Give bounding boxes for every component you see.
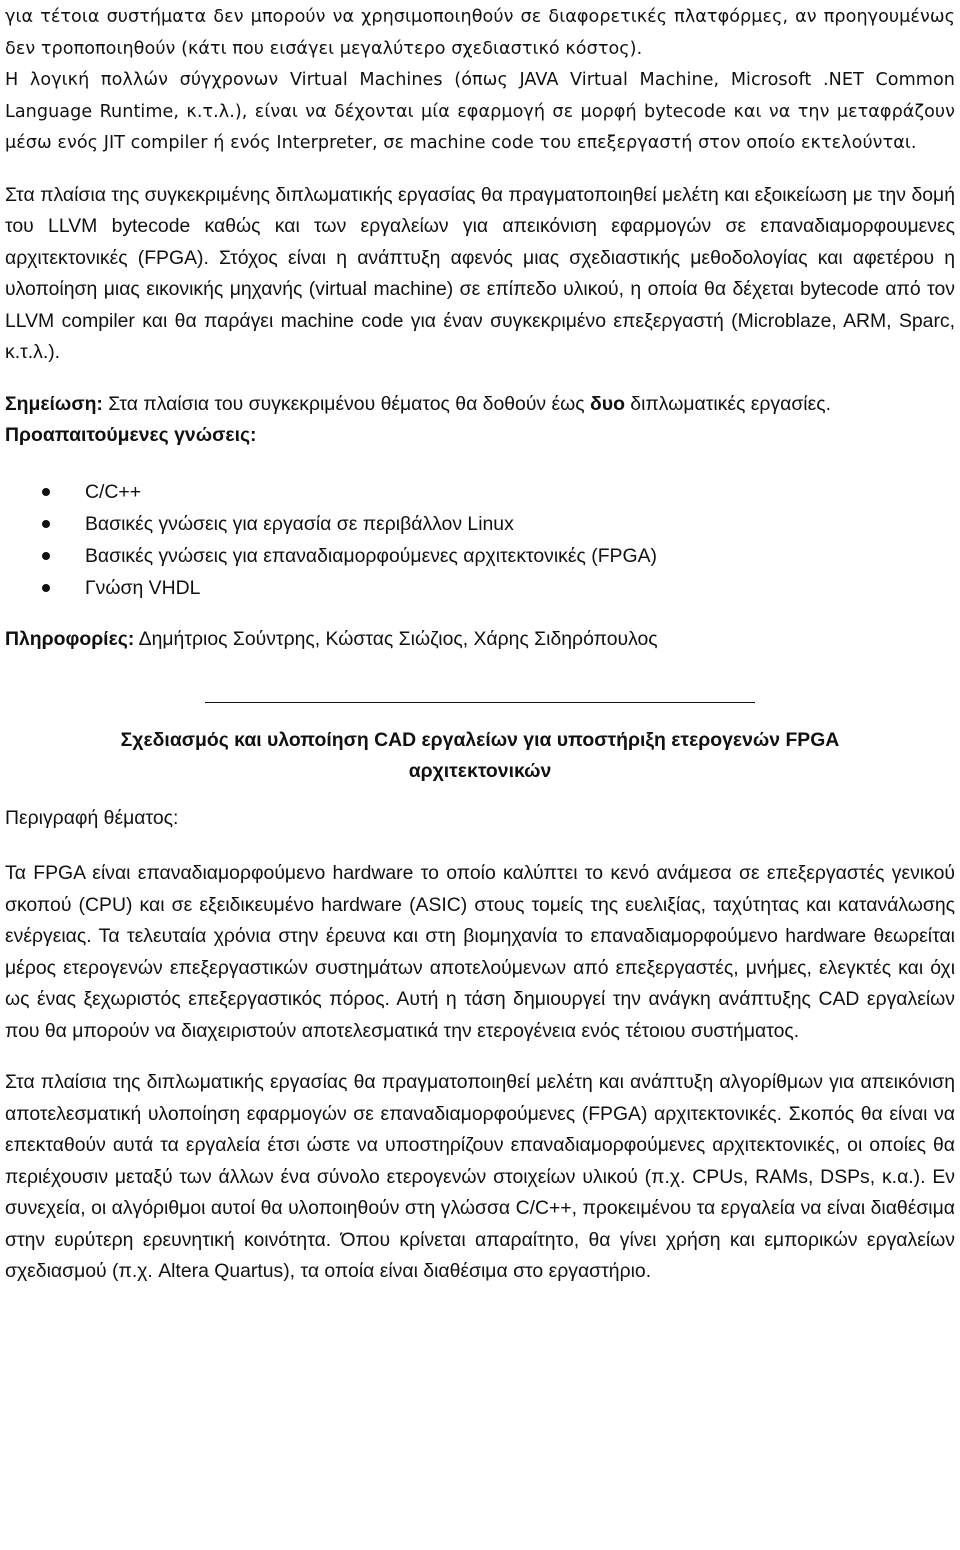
- list-item: [5, 572, 955, 604]
- section-title-line1: Σχεδιασμός και υλοποίηση CAD εργαλείων για υποστήριξη ετερογενών FPGA: [120, 728, 840, 751]
- note-text-a: Στα πλαίσια του συγκεκριμένου θέματος θα δοθούν έως: [102, 392, 591, 415]
- thesis-description-paragraph: Στα πλαίσια της συγκεκριμένης διπλωματικής εργασίας θα πραγματοποιηθεί μελέτη και εξοικείωση με την δομή του LLVM bytecode καθώς και των εργαλείων για απεικόνιση εφαρμογών σε επαναδιαμορφουμενες αρχιτεκτονικές (FPGA). Στόχος είναι η ανάπτυξη αφενός μιας σχεδιαστικής μεθοδολογίας και αφετέρου η υλοποίηση μιας εικονικής μηχανής (virtual machine) σε επίπεδο υλικού, η οποία θα δέχεται bytecode από τον LLVM compiler και θα παράγει machine code για έναν συγκεκριμένο επεξεργαστή (Microblaze, ARM, Sparc, κ.τ.λ.).: [5, 183, 955, 363]
- note-label: Σημείωση:: [5, 392, 103, 415]
- list-item-text: Βασικές γνώσεις για επαναδιαμορφούμενες αρχιτεκτονικές (FPGA): [85, 544, 657, 567]
- section-title-line2: αρχιτεκτονικών: [408, 760, 552, 783]
- info-paragraph: [5, 624, 955, 656]
- bullet-icon: [42, 520, 50, 528]
- fpga-thesis-paragraph: Στα πλαίσια της διπλωματικής εργασίας θα πραγματοποιηθεί μελέτη και ανάπτυξη αλγορίθμων για απεικόνιση αποτελεσματική υλοποίηση εφαρμογών σε επαναδιαμορφούμενες (FPGA) αρχιτεκτονικές. Σκοπός θα είναι να επεκταθούν αυτά τα εργαλεία έτσι ώστε να υποστηρίζουν επαναδιαμορφούμενες αρχιτεκτονικές, οι οποίες θα περιέχουσιν μεταξύ των άλλων ένα σύνολο ετερογενών στοιχείων υλικού (π.χ. CPUs, RAMs, DSPs, κ.α.). Εν συνεχεία, οι αλγόριθμοι αυτοί θα υλοποιηθούν στη γλώσσα C/C++, προκειμένου τα εργαλεία να είναι διαθέσιμα στην ευρύτερη ερευνητική κοινότητα. Όπου κρίνεται απαραίτητο, θα γίνει χρήση και εμπορικών εργαλείων σχεδιασμού (π.χ. Altera Quartus), τα οποία είναι διαθέσιμα στο εργαστήριο.: [5, 1071, 955, 1283]
- intro-continuation: για τέτοια συστήματα δεν μπορούν να χρησιμοποιηθούν σε διαφορετικές πλατφόρμες, αν προηγουμένως δεν τροποποιηθούν (κάτι που εισάγει μεγαλύτερο σχεδιαστικό κόστος).: [5, 7, 955, 59]
- note-bold-word: δυο: [590, 392, 625, 415]
- note-paragraph: [5, 389, 955, 421]
- info-contacts: Δημήτριος Σούντρης, Κώστας Σιώζιος, Χάρης Σιδηρόπουλος: [134, 628, 658, 651]
- bullet-icon: [42, 584, 50, 592]
- intro-vm-paragraph: Η λογική πολλών σύγχρονων Virtual Machines (όπως JAVA Virtual Machine, Microsoft .NET Common Language Runtime, κ.τ.λ.), είναι να δέχονται μία εφαρμογή σε μορφή bytecode και να την μεταφράζουν μέσω ενός JIT compiler ή ενός Interpreter, σε machine code του επεξεργαστή στον οποίο εκτελούνται.: [5, 70, 955, 153]
- list-item-text: C/C++: [85, 480, 142, 503]
- note-text-b: διπλωματικές εργασίες.: [624, 392, 831, 415]
- list-item-text: Γνώση VHDL: [85, 577, 201, 600]
- topic-description-heading: Περιγραφή θέματος:: [5, 806, 179, 829]
- fpga-intro-paragraph: Τα FPGA είναι επαναδιαμορφούμενο hardware το οποίο καλύπτει το κενό ανάμεσα σε επεξεργαστές γενικού σκοπού (CPU) και σε εξειδικευμένο hardware (ASIC) στους τομείς της ευελιξίας, ταχύτητας και κατανάλωσης ενέργειας. Τα τελευταία χρόνια στην έρευνα και στη βιομηχανία το επαναδιαμορφούμενο hardware θεωρείται μέρος ετερογενών επεξεργαστικών συστημάτων αποτελούμενων από επεξεργαστές, μνήμες, ελεγκτές και όχι ως ένας ξεχωριστός επεξεργαστικός πόρος. Αυτή η τάση δημιουργεί την ανάγκη ανάπτυξης CAD εργαλείων που θα μπορούν να διαχειριστούν αποτελεσματικά την ετερογένεια ενός τέτοιου συστήματος.: [5, 862, 955, 1042]
- section-title: [5, 725, 955, 788]
- list-item: [5, 508, 955, 540]
- list-item: [5, 540, 955, 572]
- document-page: [5, 0, 955, 1288]
- info-label: Πληροφορίες:: [5, 628, 135, 651]
- prerequisites-heading: Προαπαιτούμενες γνώσεις:: [5, 424, 257, 446]
- bullet-icon: [42, 488, 50, 496]
- section-separator: [205, 702, 755, 703]
- prerequisites-list: [5, 476, 955, 605]
- list-item-text: Βασικές γνώσεις για εργασία σε περιβάλλον Linux: [85, 512, 514, 535]
- bullet-icon: [42, 552, 50, 560]
- list-item: [5, 476, 955, 508]
